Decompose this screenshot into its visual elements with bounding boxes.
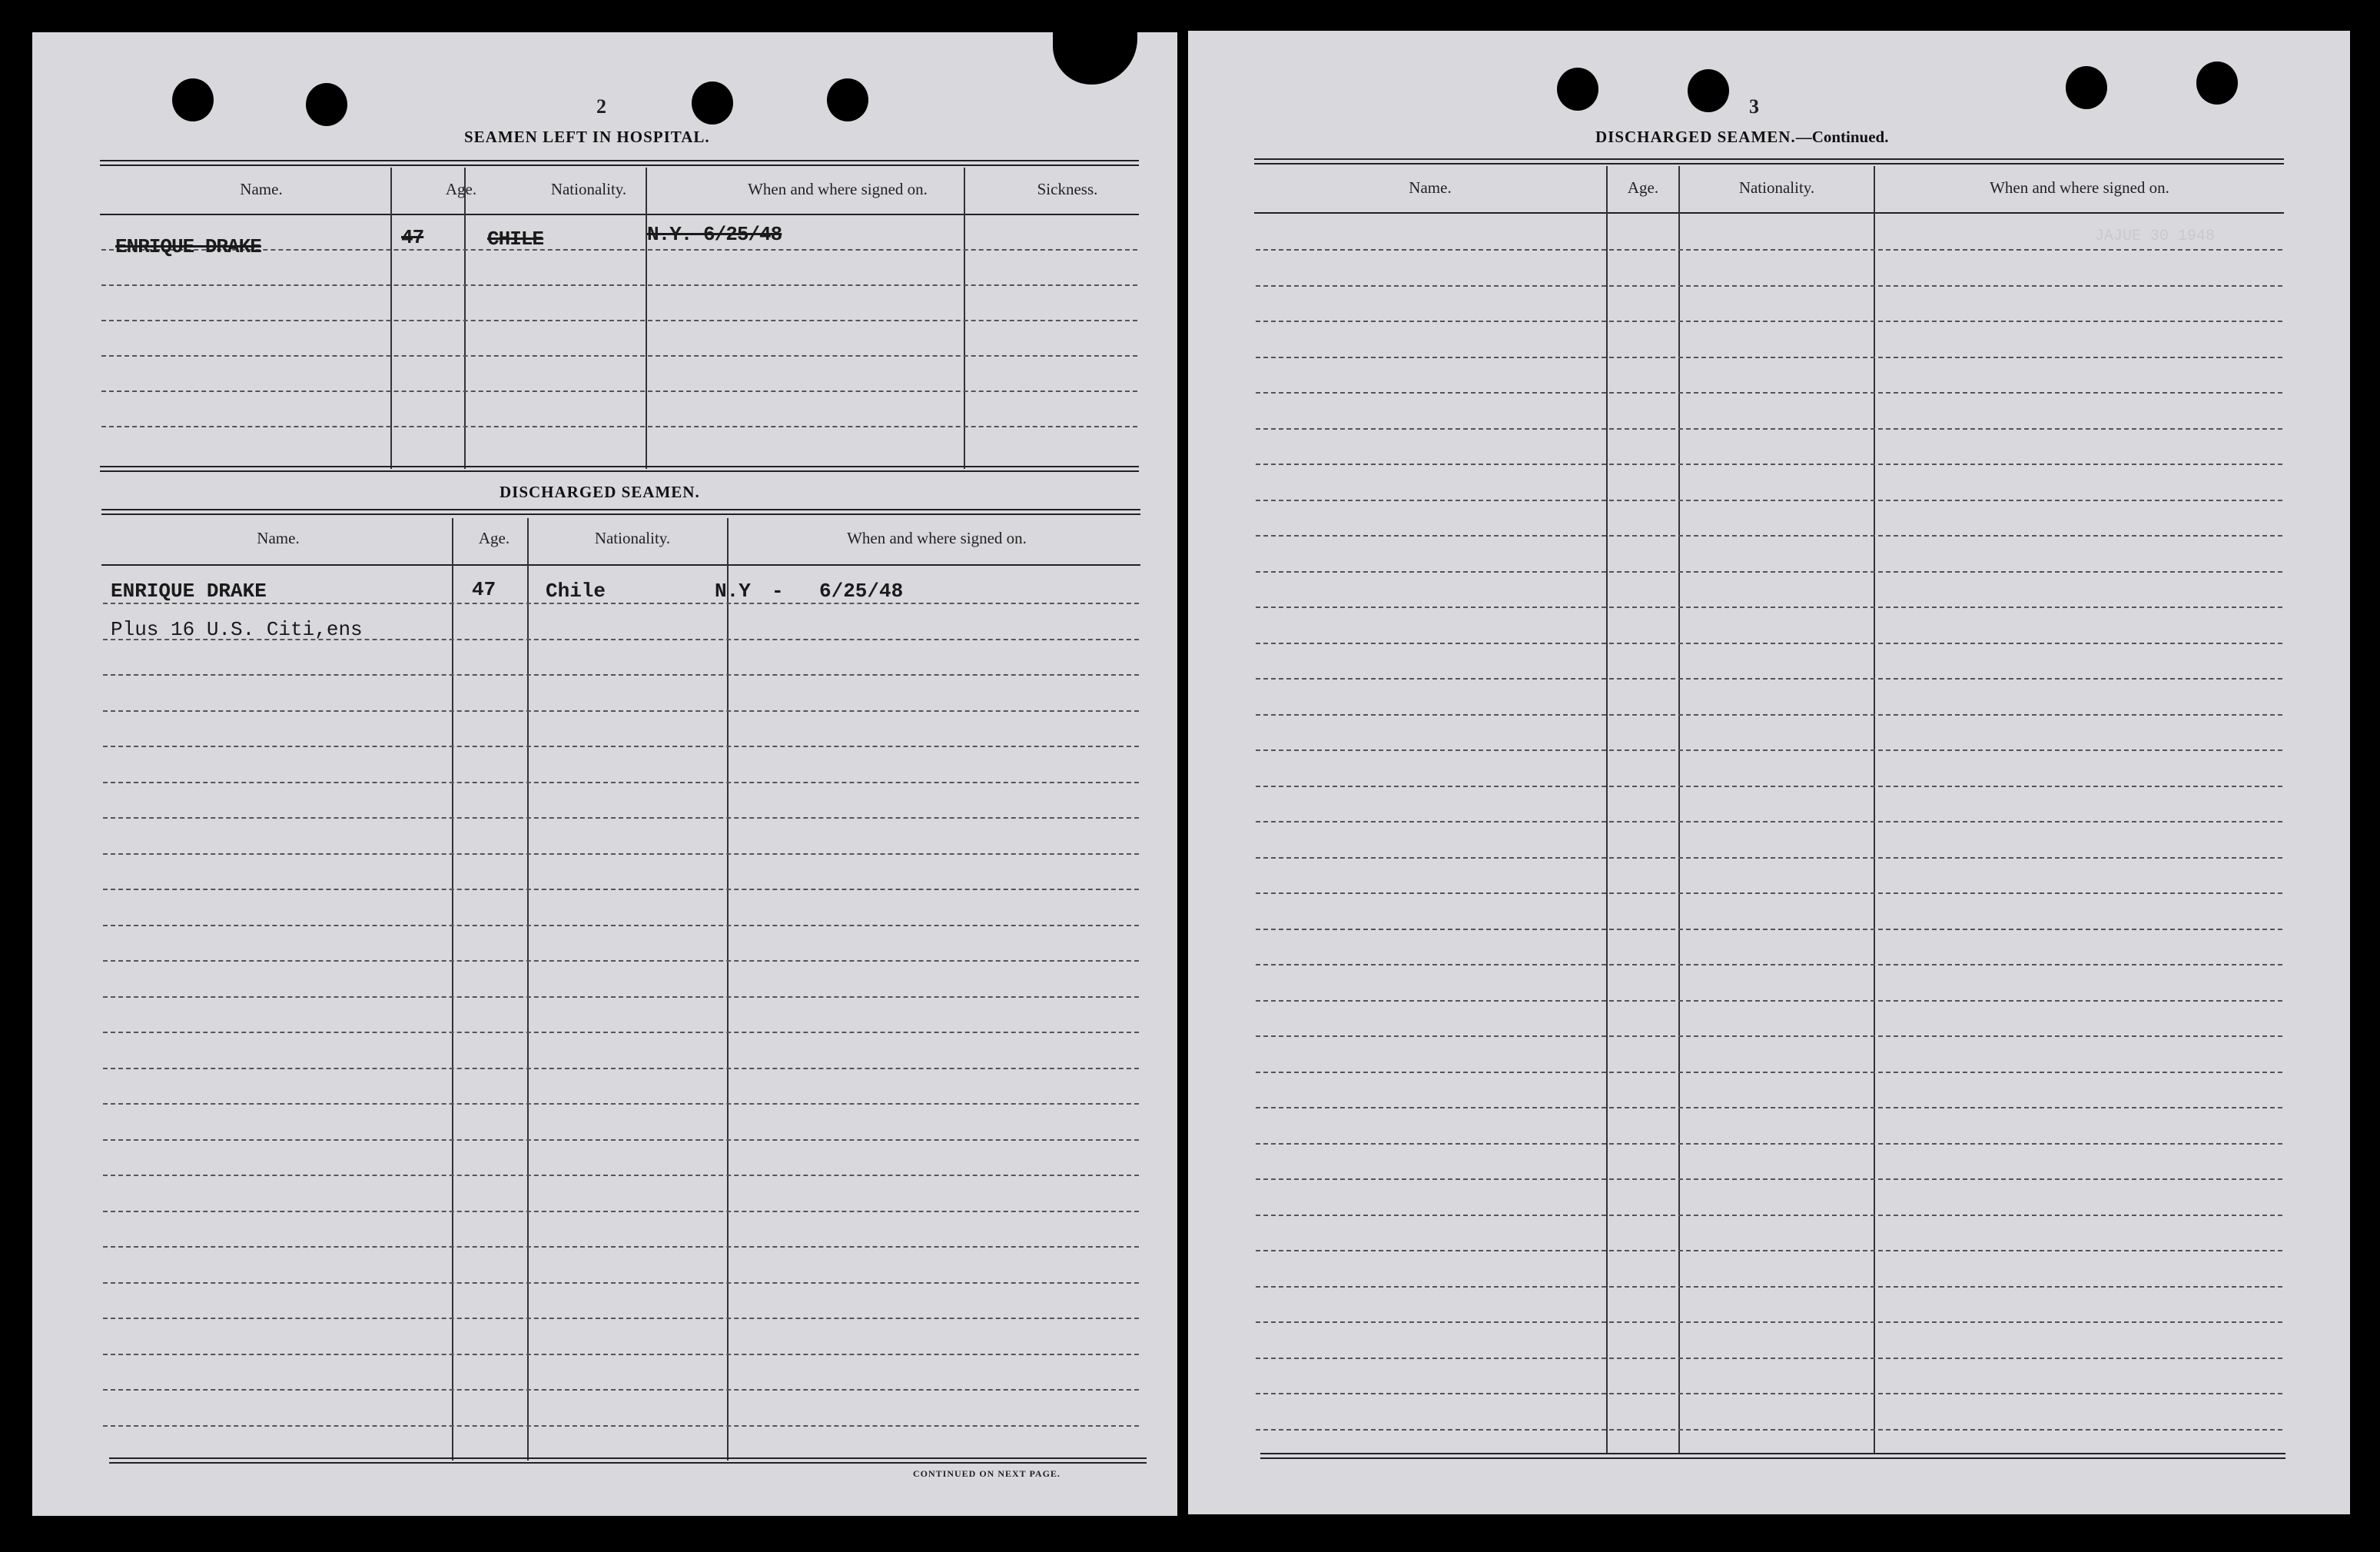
header-rule — [100, 214, 1139, 215]
table-row — [103, 889, 1139, 890]
column-divider — [727, 518, 729, 1461]
column-divider — [964, 168, 965, 469]
table-row — [1256, 1107, 2282, 1108]
table-row — [1256, 357, 2282, 358]
page-title — [1595, 128, 1888, 147]
table-row — [103, 710, 1139, 712]
table-row — [1256, 1035, 2282, 1037]
table-row — [103, 1139, 1139, 1141]
title-main: DISCHARGED SEAMEN. — [1595, 128, 1796, 146]
table-row — [1256, 1393, 2282, 1394]
table-row — [103, 853, 1139, 855]
column-divider — [1606, 166, 1608, 1454]
table-row — [1256, 607, 2282, 608]
col-header-age: Age. — [1627, 178, 1659, 197]
discharged-age: 47 — [472, 578, 496, 601]
table-row — [101, 320, 1137, 321]
column-divider — [1678, 166, 1680, 1454]
struck-name: ENRIQUE DRAKE — [115, 235, 261, 258]
title-suffix: —Continued. — [1795, 128, 1889, 146]
discharged-separator: - — [772, 580, 784, 603]
table-row — [103, 1068, 1139, 1069]
punch-hole — [1557, 68, 1598, 111]
table-row — [103, 1282, 1139, 1284]
table-row — [103, 782, 1139, 783]
col-header-name: Name. — [1409, 178, 1452, 197]
column-divider — [527, 518, 529, 1461]
table-row — [103, 1175, 1139, 1176]
table-row — [103, 746, 1139, 747]
col-header-signed-on: When and where signed on. — [748, 180, 928, 198]
table-row — [1256, 749, 2282, 751]
col-header-signed-on: When and where signed on. — [847, 529, 1027, 547]
table-row — [103, 603, 1139, 604]
table-row — [1256, 964, 2282, 965]
discharged-section-title: DISCHARGED SEAMEN. — [500, 483, 700, 501]
faint-stamp: JAJUE 30 1948 — [2095, 228, 2216, 245]
table-row — [1256, 857, 2282, 859]
table-row — [103, 817, 1139, 819]
table-row — [1256, 643, 2282, 644]
header-rule — [101, 564, 1140, 566]
table-row — [1256, 249, 2282, 251]
discharged-note: Plus 16 U.S. Citi,ens — [111, 618, 363, 641]
column-divider — [464, 168, 466, 469]
double-rule — [1260, 1453, 2285, 1459]
header-rule — [1254, 212, 2284, 214]
col-header-nationality: Nationality. — [550, 180, 627, 198]
table-row — [103, 1389, 1139, 1391]
table-row — [1256, 821, 2282, 823]
table-row — [103, 1246, 1139, 1248]
col-header-name: Name. — [240, 180, 283, 198]
table-row — [1256, 1072, 2282, 1073]
punch-hole — [2066, 66, 2107, 109]
table-row — [1256, 1250, 2282, 1251]
right-page — [1188, 31, 2350, 1514]
col-header-age: Age. — [445, 180, 477, 198]
page-number: 3 — [1749, 95, 1759, 118]
continued-footer: CONTINUED ON NEXT PAGE. — [913, 1468, 1061, 1479]
table-row — [1256, 1358, 2282, 1359]
punch-hole — [692, 81, 733, 125]
table-row — [103, 925, 1139, 926]
table-row — [1256, 285, 2282, 287]
table-row — [103, 1103, 1139, 1105]
table-row — [1256, 1286, 2282, 1288]
table-row — [1256, 1000, 2282, 1002]
table-row — [101, 284, 1137, 286]
discharged-port: N.Y — [715, 580, 751, 603]
table-row — [1256, 392, 2282, 394]
table-row — [1256, 714, 2282, 716]
table-row — [103, 1211, 1139, 1212]
punch-hole — [2196, 61, 2238, 105]
table-row — [101, 355, 1137, 357]
table-row — [103, 960, 1139, 962]
table-row — [1256, 786, 2282, 787]
table-row — [1256, 428, 2282, 430]
table-row — [103, 996, 1139, 998]
table-row — [1256, 929, 2282, 930]
column-divider — [1874, 166, 1875, 1454]
col-header-age: Age. — [478, 529, 510, 547]
discharged-nationality: Chile — [546, 580, 606, 603]
table-row — [1256, 321, 2282, 322]
double-rule — [100, 160, 1139, 166]
double-rule — [109, 1457, 1147, 1464]
col-header-nationality: Nationality. — [1738, 178, 1815, 197]
column-divider — [646, 168, 647, 469]
discharged-name: ENRIQUE DRAKE — [111, 580, 267, 603]
table-row — [1256, 1178, 2282, 1180]
struck-nationality: CHILE — [487, 228, 544, 251]
left-page — [32, 32, 1177, 1516]
punch-hole — [1688, 69, 1729, 112]
col-header-sickness: Sickness. — [1037, 180, 1098, 198]
table-row — [1256, 464, 2282, 465]
col-header-nationality: Nationality. — [594, 529, 671, 547]
table-row — [1256, 1321, 2282, 1323]
struck-signed-on: N.Y. 6/25/48 — [647, 223, 782, 246]
table-row — [103, 1354, 1139, 1355]
table-row — [103, 674, 1139, 676]
table-row — [101, 426, 1137, 427]
table-row — [1256, 678, 2282, 680]
table-row — [1256, 892, 2282, 894]
discharged-date: 6/25/48 — [819, 580, 904, 603]
page-number: 2 — [596, 95, 606, 118]
column-divider — [452, 518, 453, 1461]
table-row — [1256, 500, 2282, 501]
hospital-section-title: SEAMEN LEFT IN HOSPITAL. — [464, 128, 710, 146]
col-header-name: Name. — [257, 529, 300, 547]
struck-age: 47 — [401, 226, 424, 249]
table-row — [1256, 1143, 2282, 1145]
punch-hole — [306, 83, 347, 126]
table-row — [103, 1425, 1139, 1427]
table-row — [103, 1318, 1139, 1319]
double-rule — [1254, 158, 2284, 165]
col-header-signed-on: When and where signed on. — [1990, 178, 2169, 197]
table-row — [1256, 571, 2282, 573]
table-row — [103, 1032, 1139, 1033]
punch-hole — [827, 78, 868, 121]
column-divider — [390, 168, 392, 469]
table-row — [1256, 1215, 2282, 1216]
punch-hole — [172, 78, 214, 121]
double-rule — [101, 509, 1140, 515]
table-row — [101, 390, 1137, 392]
table-row — [1256, 1429, 2282, 1431]
double-rule — [100, 466, 1139, 472]
table-row — [1256, 535, 2282, 537]
